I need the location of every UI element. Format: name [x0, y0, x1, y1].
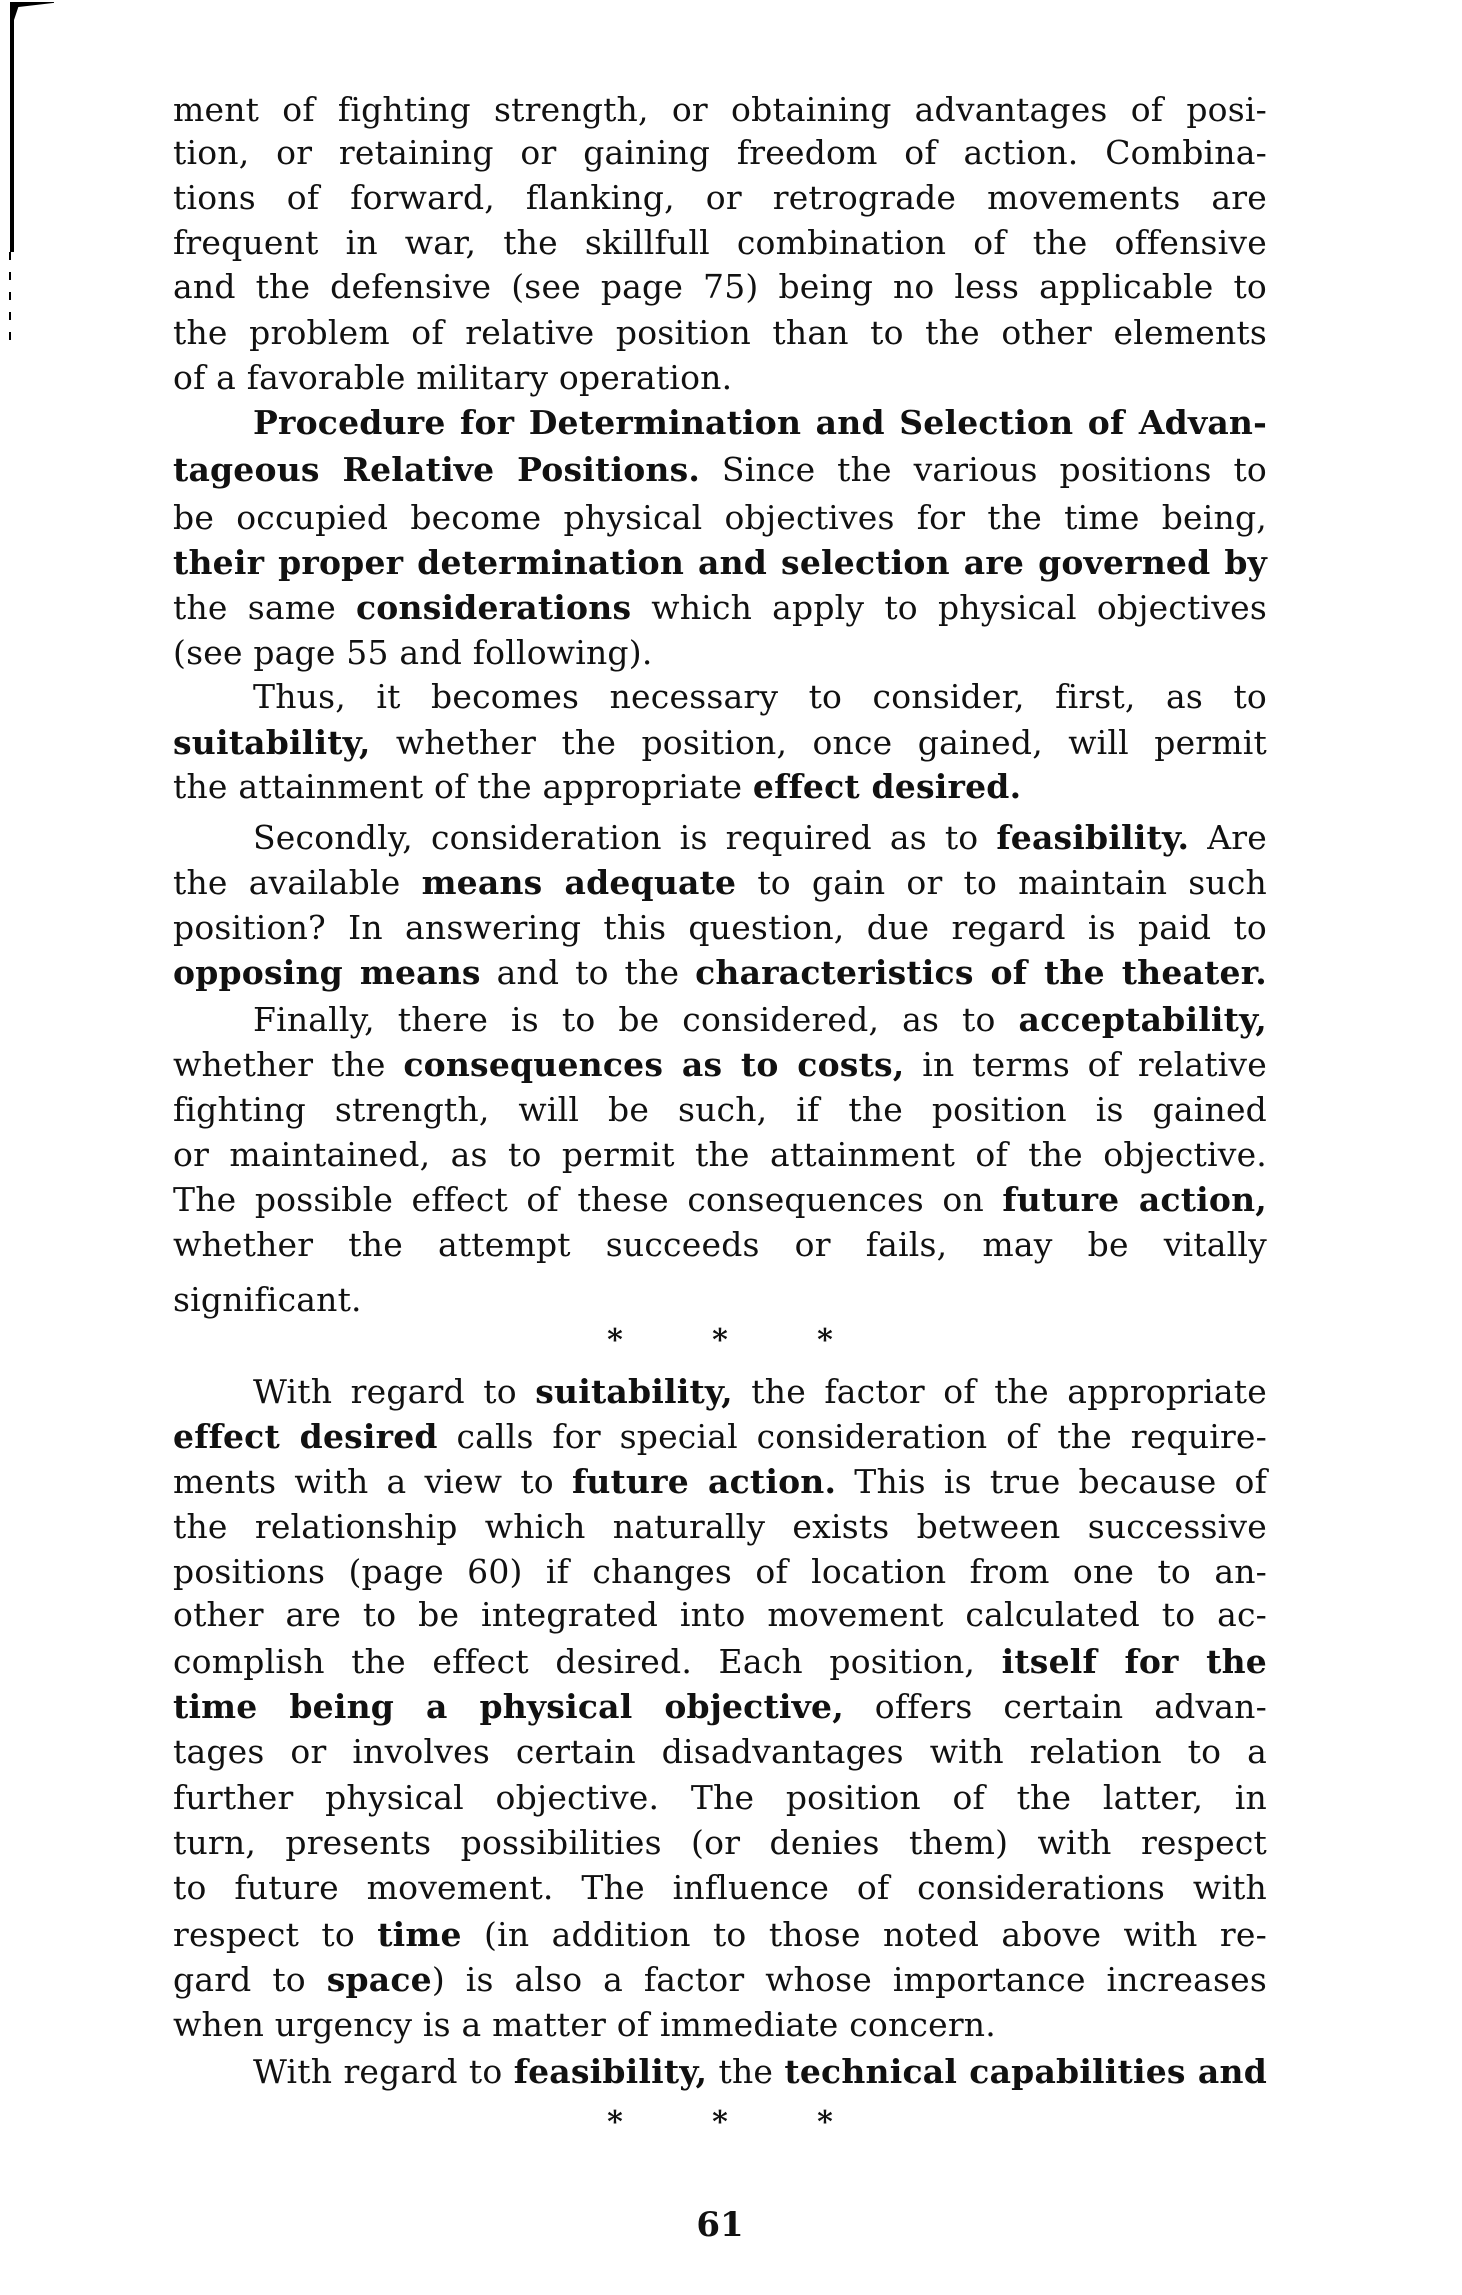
text-line — [173, 2003, 1267, 2047]
bold-phrase: tageous Relative Positions. — [173, 450, 701, 489]
text-run: Are — [1189, 818, 1267, 857]
text-line — [173, 1776, 1267, 1820]
text-line — [173, 906, 1267, 950]
text-run: whether the position, once gained, will permit — [370, 723, 1267, 762]
asterisk-icon: * — [712, 1323, 728, 1358]
text-run: the available — [173, 863, 422, 902]
text-run: and to the — [480, 953, 696, 992]
page-number: 61 — [696, 2205, 744, 2245]
text-run: of a favorable military operation. — [173, 358, 733, 397]
text-line — [173, 356, 1267, 400]
text-line — [173, 88, 1267, 132]
text-run: be occupied become physical objectives for the time being, — [173, 498, 1267, 537]
text-line — [173, 176, 1267, 220]
text-line — [173, 541, 1267, 585]
text-run: position? In answering this question, due regard is paid to — [173, 908, 1267, 947]
bold-phrase: characteristics of the theater. — [695, 953, 1267, 992]
text-line — [173, 1913, 1267, 1957]
scan-edge-wedge — [10, 2, 20, 32]
bold-phrase: effect desired. — [752, 767, 1022, 806]
text-run: Finally, there is to be considered, as to — [253, 1000, 1019, 1039]
text-line — [173, 2050, 1267, 2094]
text-line — [173, 221, 1267, 265]
text-run: further physical objective. The position of the latter, in — [173, 1778, 1267, 1817]
text-run: the relationship which naturally exists between successive — [173, 1507, 1267, 1546]
text-line — [173, 1415, 1267, 1459]
text-run: the attainment of the appropriate — [173, 767, 753, 806]
text-line — [173, 998, 1267, 1042]
text-line — [173, 1223, 1267, 1267]
text-line — [173, 401, 1267, 445]
text-run: when urgency is a matter of immediate concern. — [173, 2005, 996, 2044]
bold-phrase: space — [326, 1960, 432, 1999]
text-run: the — [707, 2052, 785, 2091]
text-line — [173, 1460, 1267, 1504]
text-run: significant. — [173, 1280, 362, 1319]
text-line — [173, 1730, 1267, 1774]
text-run: the problem of relative position than to the other elements — [173, 313, 1267, 352]
asterisk-icon: * — [712, 2105, 728, 2140]
text-run: turn, presents possibilities (or denies them) with respect — [173, 1823, 1267, 1862]
text-run: positions (page 60) if changes of location from one to an- — [173, 1552, 1267, 1591]
text-line — [173, 1593, 1267, 1637]
bold-phrase: considerations — [356, 588, 632, 627]
text-line — [173, 1370, 1267, 1414]
bold-phrase: suitability, — [535, 1372, 733, 1411]
text-line — [173, 1640, 1267, 1684]
text-run: The possible effect of these consequences on — [173, 1180, 1003, 1219]
text-line — [173, 951, 1267, 995]
text-line — [173, 1178, 1267, 1222]
text-line — [173, 131, 1267, 175]
text-run: tion, or retaining or gaining freedom of action. Combina- — [173, 133, 1267, 172]
text-run: which apply to physical objectives — [631, 588, 1267, 627]
text-run: (in addition to those noted above with re- — [461, 1915, 1267, 1954]
text-line — [173, 1088, 1267, 1132]
text-run: calls for special consideration of the require- — [437, 1417, 1268, 1456]
text-run: ment of fighting strength, or obtaining advantages of posi- — [173, 90, 1267, 129]
bold-phrase: consequences as to costs, — [403, 1045, 905, 1084]
text-line — [173, 448, 1267, 492]
text-line — [173, 496, 1267, 540]
text-run: the factor of the appropriate — [732, 1372, 1267, 1411]
asterisk-icon: * — [607, 1323, 623, 1358]
text-line — [173, 1278, 1267, 1322]
text-line — [173, 721, 1267, 765]
text-run: and the defensive (see page 75) being no less applicable to — [173, 267, 1267, 306]
text-run: in terms of relative — [904, 1045, 1267, 1084]
asterisk-separator — [600, 1323, 840, 1358]
text-line — [173, 765, 1267, 809]
text-line — [173, 1958, 1267, 2002]
text-run: frequent in war, the skillfull combination of the offensive — [173, 223, 1267, 262]
text-run: tages or involves certain disadvantages with relation to a — [173, 1732, 1267, 1771]
bold-phrase: time being a physical objective, — [173, 1687, 844, 1726]
text-run: the same — [173, 588, 357, 627]
text-line — [173, 1550, 1267, 1594]
text-run: fighting strength, will be such, if the position is gained — [173, 1090, 1267, 1129]
bold-phrase: feasibility, — [513, 2052, 708, 2091]
bold-phrase: feasibility. — [996, 818, 1190, 857]
asterisk-icon: * — [817, 1323, 833, 1358]
text-run: With regard to — [253, 2052, 514, 2091]
text-run: whether the — [173, 1045, 404, 1084]
text-run: With regard to — [253, 1372, 536, 1411]
scan-edge-dotted-line — [9, 252, 11, 347]
text-line — [173, 675, 1267, 719]
bold-phrase: their proper determination and selection are governed by — [173, 543, 1267, 582]
text-run: tions of forward, flanking, or retrograde movements are — [173, 178, 1267, 217]
text-line — [173, 311, 1267, 355]
text-line — [173, 1866, 1267, 1910]
text-run: Thus, it becomes necessary to consider, first, as to — [253, 677, 1267, 716]
text-line — [173, 1133, 1267, 1177]
bold-phrase: Procedure for Determination and Selection of Advan- — [253, 403, 1267, 442]
text-run: complish the effect desired. Each position, — [173, 1642, 1002, 1681]
text-line — [173, 1685, 1267, 1729]
text-line — [173, 265, 1267, 309]
bold-phrase: time — [377, 1915, 462, 1954]
text-run: Secondly, consideration is required as to — [253, 818, 997, 857]
text-run: to gain or to maintain such — [736, 863, 1267, 902]
bold-phrase: opposing means — [173, 953, 481, 992]
text-run: (see page 55 and following). — [173, 633, 653, 672]
asterisk-icon: * — [817, 2105, 833, 2140]
text-run: ) is also a factor whose importance increases — [431, 1960, 1267, 1999]
bold-phrase: suitability, — [173, 723, 371, 762]
bold-phrase: itself for the — [1001, 1642, 1268, 1681]
bold-phrase: future action, — [1002, 1180, 1267, 1219]
text-run: offers certain advan- — [843, 1687, 1267, 1726]
bold-phrase: future action. — [571, 1462, 837, 1501]
bold-phrase: means adequate — [421, 863, 737, 902]
bold-phrase: technical capabilities and — [784, 2052, 1267, 2091]
text-line — [173, 1043, 1267, 1087]
text-line — [173, 861, 1267, 905]
text-run: or maintained, as to permit the attainment of the objective. — [173, 1135, 1267, 1174]
asterisk-separator — [600, 2105, 840, 2140]
text-run: respect to — [173, 1915, 378, 1954]
text-line — [173, 1821, 1267, 1865]
asterisk-icon: * — [607, 2105, 623, 2140]
text-run: other are to be integrated into movement calculated to ac- — [173, 1595, 1267, 1634]
text-run: whether the attempt succeeds or fails, may be vitally — [173, 1225, 1267, 1264]
bold-phrase: effect desired — [173, 1417, 438, 1456]
text-line — [173, 816, 1267, 860]
text-run: ments with a view to — [173, 1462, 572, 1501]
text-run: to future movement. The influence of considerations with — [173, 1868, 1267, 1907]
text-line — [173, 631, 1267, 675]
text-run: Since the various positions to — [700, 450, 1267, 489]
bold-phrase: acceptability, — [1018, 1000, 1267, 1039]
text-run: This is true because of — [836, 1462, 1268, 1501]
text-line — [173, 586, 1267, 630]
text-run: gard to — [173, 1960, 327, 1999]
text-line — [173, 1505, 1267, 1549]
scan-edge-line — [10, 2, 14, 252]
